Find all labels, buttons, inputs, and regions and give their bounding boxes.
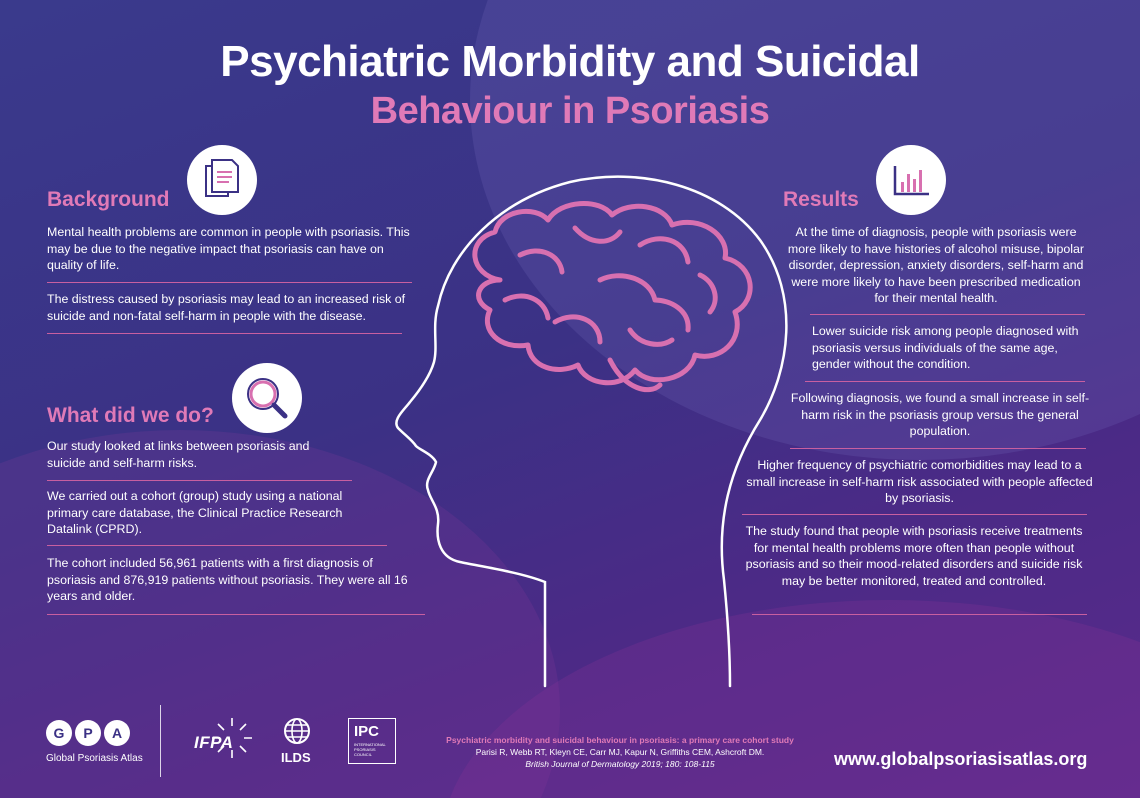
divider bbox=[47, 614, 425, 615]
divider bbox=[47, 282, 412, 283]
background-heading: Background bbox=[47, 188, 170, 211]
results-heading: Results bbox=[783, 188, 859, 211]
divider bbox=[47, 545, 387, 546]
website-link[interactable]: www.globalpsoriasisatlas.org bbox=[834, 749, 1088, 769]
ifpa-label: IFPA bbox=[194, 733, 234, 752]
results-paragraph-3: Following diagnosis, we found a small increase in self-harm risk in the psoriasis group versus the general population. bbox=[790, 391, 1090, 438]
bar-chart-icon bbox=[876, 145, 946, 215]
results-paragraph-4: Higher frequency of psychiatric comorbidities may lead to a small increase in self-harm risk associated with people affected by psoriasis. bbox=[746, 458, 1093, 505]
divider bbox=[47, 333, 402, 334]
citation-title: Psychiatric morbidity and suicidal behaviour in psoriasis: a primary care cohort study bbox=[446, 735, 794, 745]
what-we-did-paragraph-2: We carried out a cohort (group) study using a national primary care database, the Clinical Practice Research Datalink (CPRD). bbox=[47, 489, 343, 536]
background-paragraph-1: Mental health problems are common in people with psoriasis. This may be due to the negative impact that psoriasis can have on quality of life. bbox=[47, 225, 410, 272]
what-we-did-paragraph-1: Our study looked at links between psoriasis and suicide and self-harm risks. bbox=[47, 439, 310, 470]
ipc-label: IPC bbox=[354, 723, 380, 740]
gpa-letter-g: G bbox=[46, 720, 72, 746]
divider bbox=[47, 480, 352, 481]
background-paragraph-2: The distress caused by psoriasis may lead to an increased risk of suicide and non-fatal self-harm in people with the disease. bbox=[47, 292, 406, 323]
what-we-did-heading: What did we do? bbox=[47, 404, 214, 427]
divider bbox=[810, 314, 1085, 315]
citation-journal: British Journal of Dermatology 2019; 180: 108-115 bbox=[525, 759, 715, 769]
citation-authors: Parisi R, Webb RT, Kleyn CE, Carr MJ, Kapur N, Griffiths CEM, Ashcroft DM. bbox=[475, 747, 765, 757]
gpa-name: Global Psoriasis Atlas bbox=[46, 753, 143, 764]
results-paragraph-1: At the time of diagnosis, people with psoriasis were more likely to have histories of alcohol misuse, bipolar disorder, depression, anxiety disorders, self-harm and were more likely to have been prescribed medication for their mental health. bbox=[787, 225, 1085, 305]
ilds-label: ILDS bbox=[281, 750, 311, 765]
what-we-did-paragraph-3: The cohort included 56,961 patients with a first diagnosis of psoriasis and 876,919 patients without psoriasis. They were all 16 years and older. bbox=[47, 556, 408, 603]
gpa-letter-p: P bbox=[75, 720, 101, 746]
ipc-logo bbox=[348, 718, 396, 764]
results-paragraph-5: The study found that people with psoriasis receive treatments for mental health problems more often than people without psoriasis and so their mood-related disorders and suicide risk may be better monitored, treated and controlled. bbox=[745, 524, 1083, 588]
divider bbox=[742, 514, 1087, 515]
divider bbox=[752, 614, 1087, 615]
gpa-letter-a: A bbox=[104, 720, 130, 746]
footer-divider bbox=[160, 705, 161, 777]
page-title: Psychiatric Morbidity and Suicidal bbox=[220, 37, 920, 86]
magnifier-icon bbox=[232, 363, 302, 433]
results-paragraph-2: Lower suicide risk among people diagnosed with psoriasis versus individuals of the same age, gender without the condition. bbox=[812, 324, 1079, 371]
page-subtitle: Behaviour in Psoriasis bbox=[370, 90, 770, 132]
head-brain-icon bbox=[380, 170, 800, 690]
document-icon bbox=[187, 145, 257, 215]
ipc-subtitle: INTERNATIONAL PSORIASIS COUNCIL bbox=[354, 742, 386, 757]
gpa-logo bbox=[46, 720, 132, 748]
divider bbox=[805, 381, 1085, 382]
globe-icon bbox=[283, 717, 311, 745]
divider bbox=[790, 448, 1086, 449]
